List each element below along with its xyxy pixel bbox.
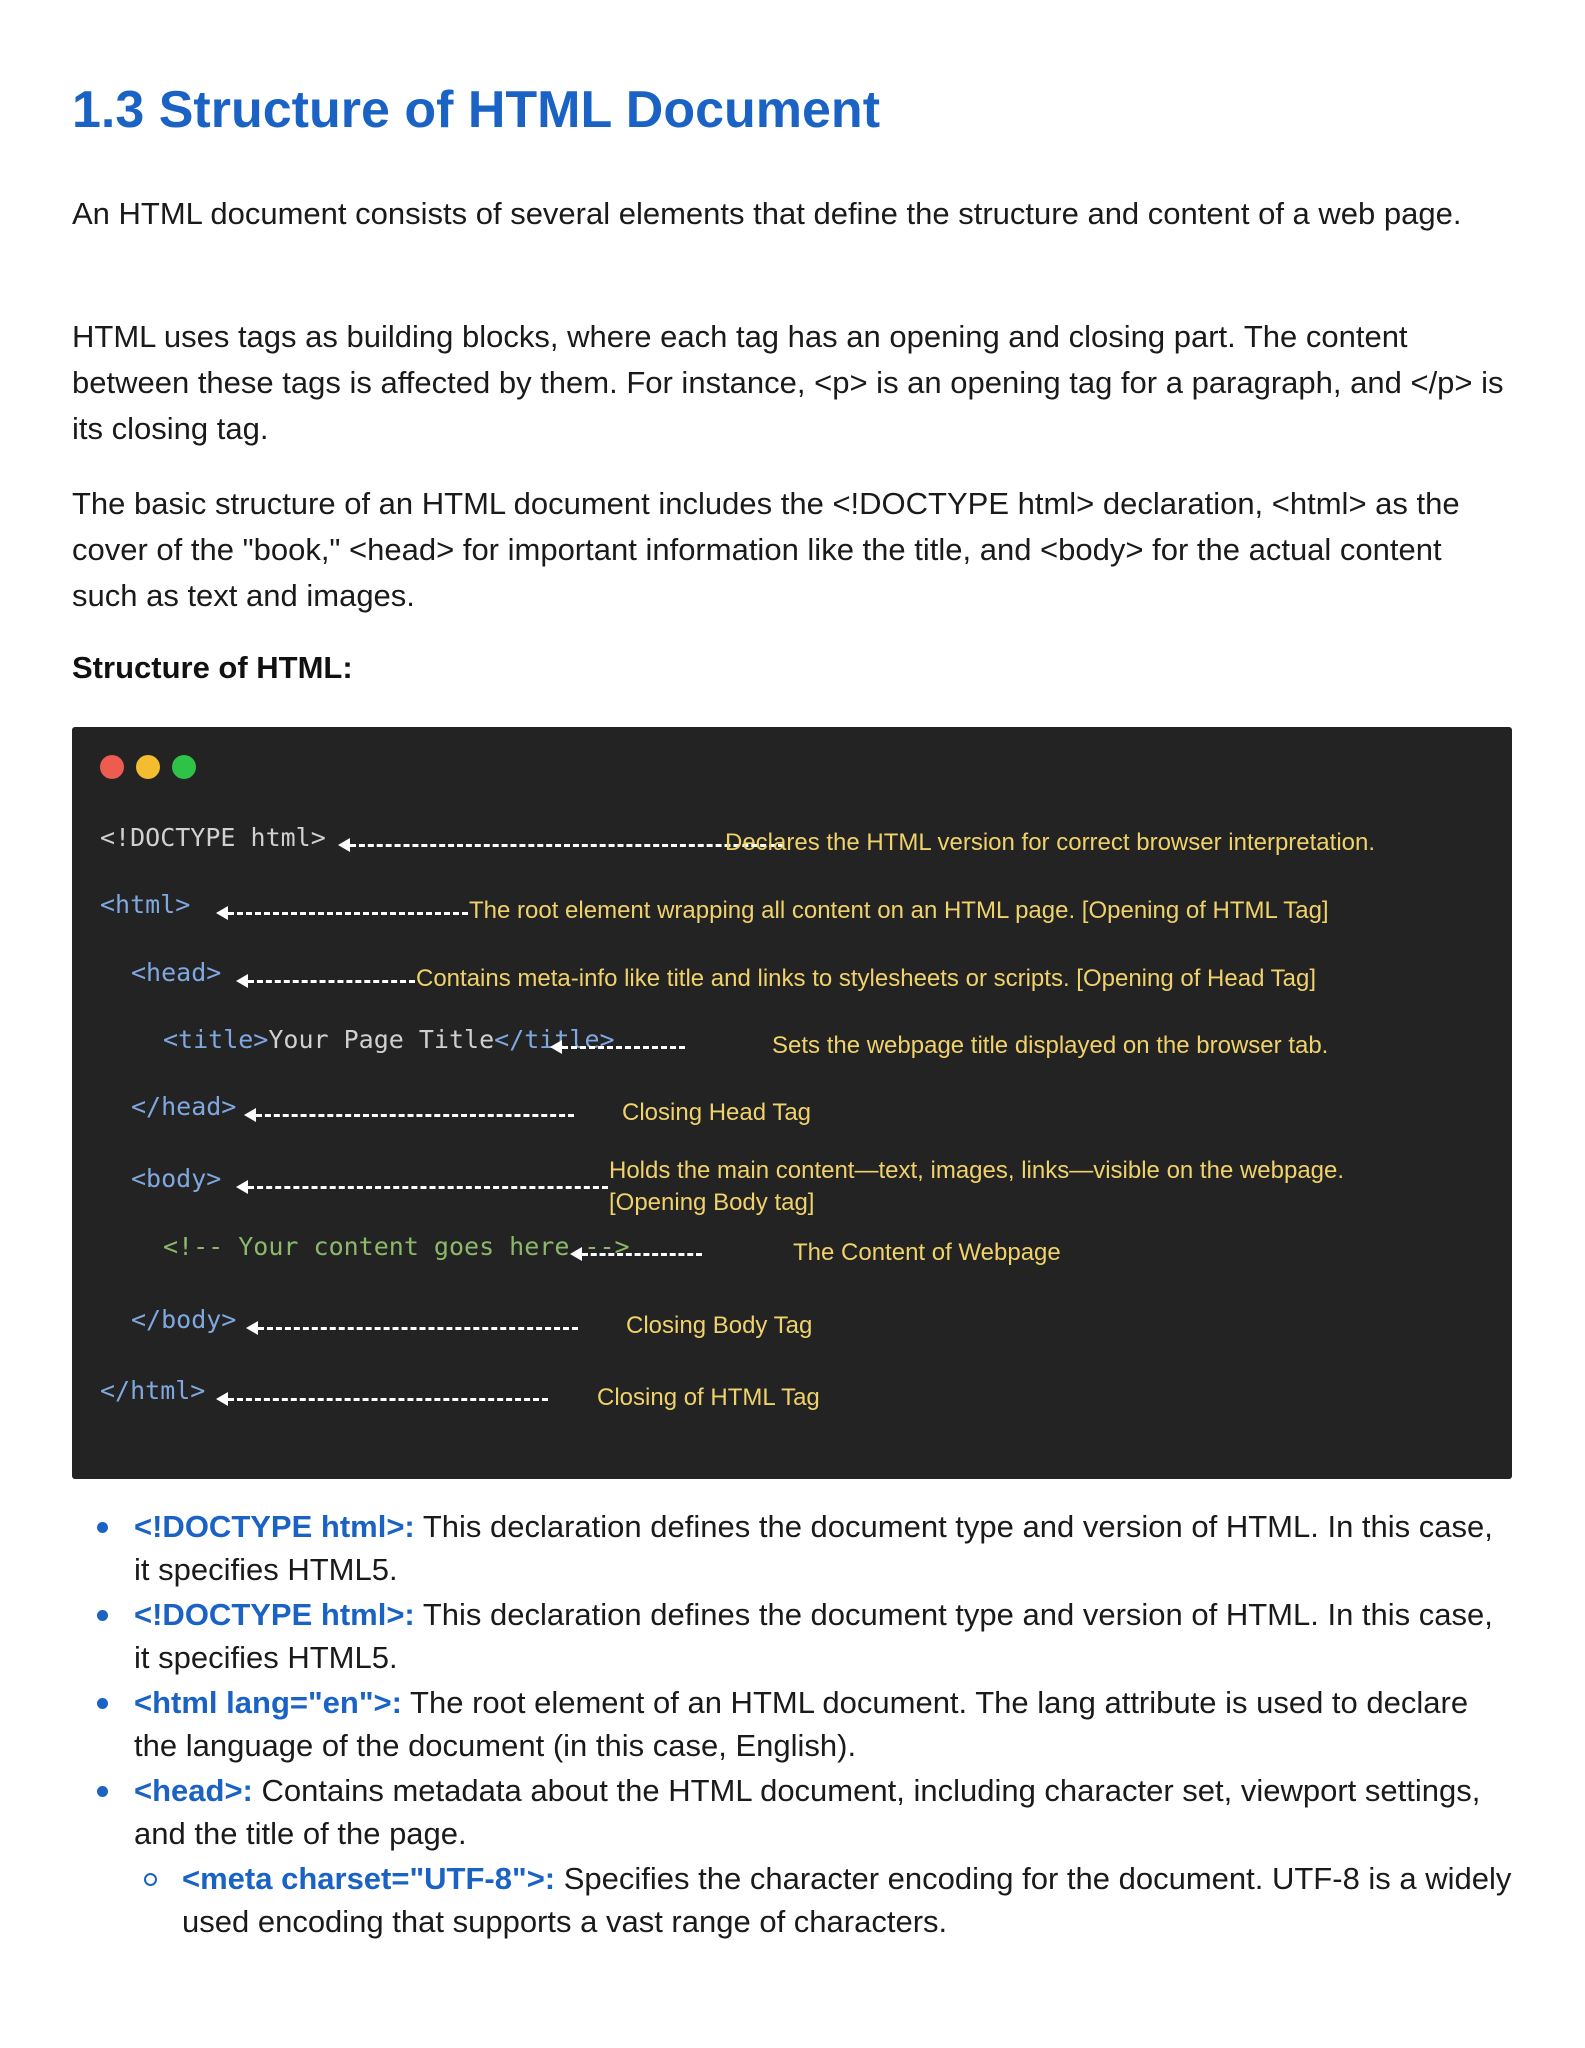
section-heading: 1.3 Structure of HTML Document: [72, 81, 881, 139]
list-item-text: This declaration defines the document type and version of HTML. In this case, it specifies HTML5.: [134, 1509, 1493, 1587]
annotation-comment: The Content of Webpage: [793, 1239, 1061, 1266]
arrow-icon: [258, 1327, 578, 1330]
window-minimize-dot-icon: [136, 755, 160, 779]
list-item-text: Specifies the character encoding for the document. UTF-8 is a widely used encoding that supports a vast range of characters.: [182, 1861, 1512, 1939]
arrow-icon: [256, 1114, 574, 1117]
structure-subheading: Structure of HTML:: [72, 650, 353, 685]
annotation-body-open: Holds the main content—text, images, links—visible on the webpage. [Opening Body tag]: [609, 1157, 1345, 1216]
annotation-doctype: Declares the HTML version for correct browser interpretation.: [725, 829, 1376, 856]
list-item: [72, 1769, 1512, 1855]
annotation-head-close: Closing Head Tag: [622, 1099, 812, 1126]
annotation-body-close: Closing Body Tag: [626, 1312, 813, 1339]
code-line-head-close: </head>: [131, 1092, 237, 1121]
code-line-body-open: <body>: [131, 1164, 222, 1193]
arrow-icon: [350, 844, 784, 847]
list-item-keyword: <!DOCTYPE html>:: [134, 1597, 415, 1632]
list-item-text: Contains metadata about the HTML document, including character set, viewport settings, and the title of the page.: [134, 1773, 1481, 1851]
structure-paragraph: The basic structure of an HTML document includes the <!DOCTYPE html> declaration, <html> as the cover of the "book," <head> for important information like the title, and <body> for the actual content such as text and images.: [72, 486, 1460, 613]
list-item-keyword: <!DOCTYPE html>:: [134, 1509, 415, 1544]
code-title-text: Your Page Title: [268, 1025, 495, 1054]
list-item-keyword: <head>:: [134, 1773, 253, 1808]
annotation-html-open: The root element wrapping all content on an HTML page. [Opening of HTML Tag]: [469, 897, 1329, 924]
list-item: [72, 1593, 1512, 1679]
intro-paragraph: An HTML document consists of several elements that define the structure and content of a web page.: [72, 196, 1462, 231]
annotation-html-close: Closing of HTML Tag: [597, 1384, 820, 1411]
code-line-head-open: <head>: [131, 958, 222, 987]
list-item-text: This declaration defines the document type and version of HTML. In this case, it specifies HTML5.: [134, 1597, 1493, 1675]
tags-paragraph: HTML uses tags as building blocks, where each tag has an opening and closing part. The content between these tags is affected by them. For instance, <p> is an opening tag for a paragraph, and </p> is its closing tag.: [72, 319, 1504, 446]
list-item: [72, 1681, 1512, 1767]
arrow-icon: [582, 1253, 702, 1256]
arrow-icon: [228, 912, 468, 915]
list-item-keyword: <html lang="en">:: [134, 1685, 402, 1720]
code-line-comment: <!-- Your content goes here -->: [163, 1232, 630, 1261]
arrow-icon: [248, 1186, 608, 1189]
window-maximize-dot-icon: [172, 755, 196, 779]
window-close-dot-icon: [100, 755, 124, 779]
list-item-text: The root element of an HTML document. The lang attribute is used to declare the language of the document (in this case, English).: [134, 1685, 1469, 1763]
list-item: [72, 1505, 1512, 1591]
list-item-keyword: <meta charset="UTF-8">:: [182, 1861, 556, 1896]
arrow-icon: [248, 980, 415, 983]
code-line-html-close: </html>: [100, 1376, 206, 1405]
code-title-open-tag: <title>: [163, 1025, 269, 1054]
explanation-list: [72, 1505, 1512, 1945]
code-line-doctype: <!DOCTYPE html>: [100, 823, 326, 852]
sub-list-item: [72, 1857, 1512, 1943]
code-line-title: [163, 1025, 615, 1054]
arrow-icon: [562, 1046, 685, 1049]
code-title-close-tag: </title>: [494, 1025, 615, 1054]
annotation-head-open: Contains meta-info like title and links to stylesheets or scripts. [Opening of Head Tag]: [416, 965, 1317, 992]
annotation-title: Sets the webpage title displayed on the browser tab.: [772, 1032, 1329, 1059]
code-line-body-close: </body>: [131, 1305, 237, 1334]
arrow-icon: [228, 1398, 548, 1401]
code-line-html-open: <html>: [100, 890, 191, 919]
code-block: [72, 727, 1512, 1479]
